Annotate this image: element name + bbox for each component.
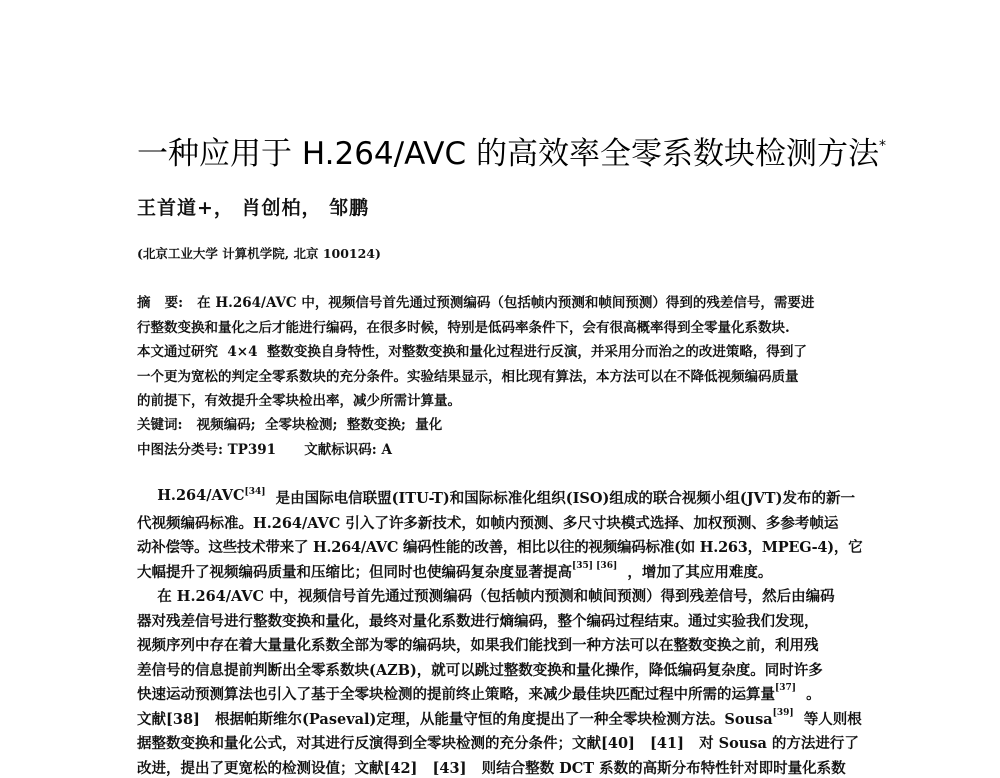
abstract-line-text: 的前提下，有效提升全零块检出率，减少所需计算量。 (137, 393, 461, 409)
citation-ref: [37] (775, 683, 797, 693)
body-text-segment: 视频序列中存在着大量量化系数全部为零的编码块，如果我们能找到一种方法可以在整数变换之前，利用残 (137, 637, 819, 654)
citation-ref: [39] (772, 707, 794, 718)
body-line (137, 512, 862, 533)
abstract-line-text: 行整数变换和量化之后才能进行编码，在很多时候，特别是低码率条件下，会有很高概率得到全零量化系数块. (137, 319, 790, 336)
paper-title (137, 128, 886, 173)
body-text-segment: 文献[38] 根据帕斯维尔(Paseval)定理，从能量守恒的角度提出了一种全零块检测方法。Sousa (137, 710, 773, 728)
body-text-segment: 大幅提升了视频编码质量和压缩比；但同时也使编码复杂度显著提高 (137, 563, 572, 581)
body-text-segment: 器对残差信号进行整数变换和量化，最终对量化系数进行熵编码，整个编码过程结束。通过实验我们发现， (137, 612, 819, 630)
body-text-segment: ，增加了其应用难度。 (617, 563, 773, 581)
abstract-line (137, 291, 862, 311)
body-text-segment: H.264/AVC (137, 487, 245, 504)
classification: 中图法分类号: TP391 文献标识码: A (137, 442, 392, 458)
body-line (137, 683, 862, 704)
abstract-line (137, 389, 862, 409)
body-text-segment: 。 (796, 686, 821, 703)
body-text-segment: 差信号的信息提前判断出全零系数块(AZB)，就可以跳过整数变换和量化操作，降低编码复杂度。同时许多 (137, 661, 823, 679)
body-text-segment: 快速运动预测算法也引入了基于全零块检测的提前终止策略，来减少最佳块匹配过程中所需的运算量 (137, 686, 775, 703)
body-text-segment: 代视频编码标准。H.264/AVC 引入了许多新技术，如帧内预测、多尺寸块模式选择、加权预测、多参考帧运 (137, 514, 839, 532)
title-text: 一种应用于 H.264/AVC 的高效率全零系数块检测方法 (137, 136, 880, 172)
body-line (137, 634, 862, 655)
abstract-line (137, 316, 862, 336)
body-text-segment: 改进，提出了更宽松的检测设值；文献[42] [43] 则结合整数 DCT 系数的高斯分布特性针对即时量化系数 (137, 759, 846, 777)
citation-ref: [34] (244, 487, 266, 497)
body-text-segment: 据整数变换和量化公式，对其进行反演得到全零块检测的充分条件；文献[40] [41] 对 Sousa 的方法进行了 (137, 735, 859, 752)
body-text-segment: 在 H.264/AVC 中，视频信号首先通过预测编码（包括帧内预测和帧间预测）得到残差信号，然后由编码 (137, 588, 835, 605)
keywords: 关键词: 视频编码; 全零块检测; 整数变换; 量化 (137, 417, 443, 433)
body-line (137, 708, 862, 729)
body-line (137, 561, 862, 582)
body-line (137, 732, 862, 753)
body-text-segment: 等人则根 (793, 710, 862, 728)
body-text-segment: 动补偿等。这些技术带来了 H.264/AVC 编码性能的改善，相比以往的视频编码标准(如 H.263，MPEG-4)，它 (137, 539, 863, 556)
body-line (137, 610, 862, 631)
abstract-line (137, 365, 862, 385)
authors: 王首道+， 肖创柏， 邹鹏 (137, 197, 370, 219)
abstract-line (137, 340, 862, 360)
affiliation: (北京工业大学 计算机学院, 北京 100124) (137, 246, 381, 261)
body-line (137, 536, 862, 557)
abstract-line-text: 一个更为宽松的判定全零系数块的充分条件。实验结果显示，相比现有算法，本方法可以在不降低视频编码质量 (137, 368, 799, 385)
body-line (137, 585, 862, 606)
abstract-line-text: 摘 要: 在 H.264/AVC 中，视频信号首先通过预测编码（包括帧内预测和帧间预测）得到的残差信号，需要进 (137, 295, 815, 311)
title-footnote-mark: * (879, 138, 887, 154)
body-text-segment: 是由国际电信联盟(ITU-T)和国际标准化组织(ISO)组成的联合视频小组(JVT)发布的新一 (265, 490, 855, 507)
body-line (137, 487, 862, 508)
body-line (137, 659, 862, 680)
abstract-line-text: 本文通过研究 4×4 整数变换自身特性，对整数变换和量化过程进行反演，并采用分而治之的改进策略，得到了 (137, 344, 807, 360)
citation-ref: [35] [36] (572, 560, 618, 571)
